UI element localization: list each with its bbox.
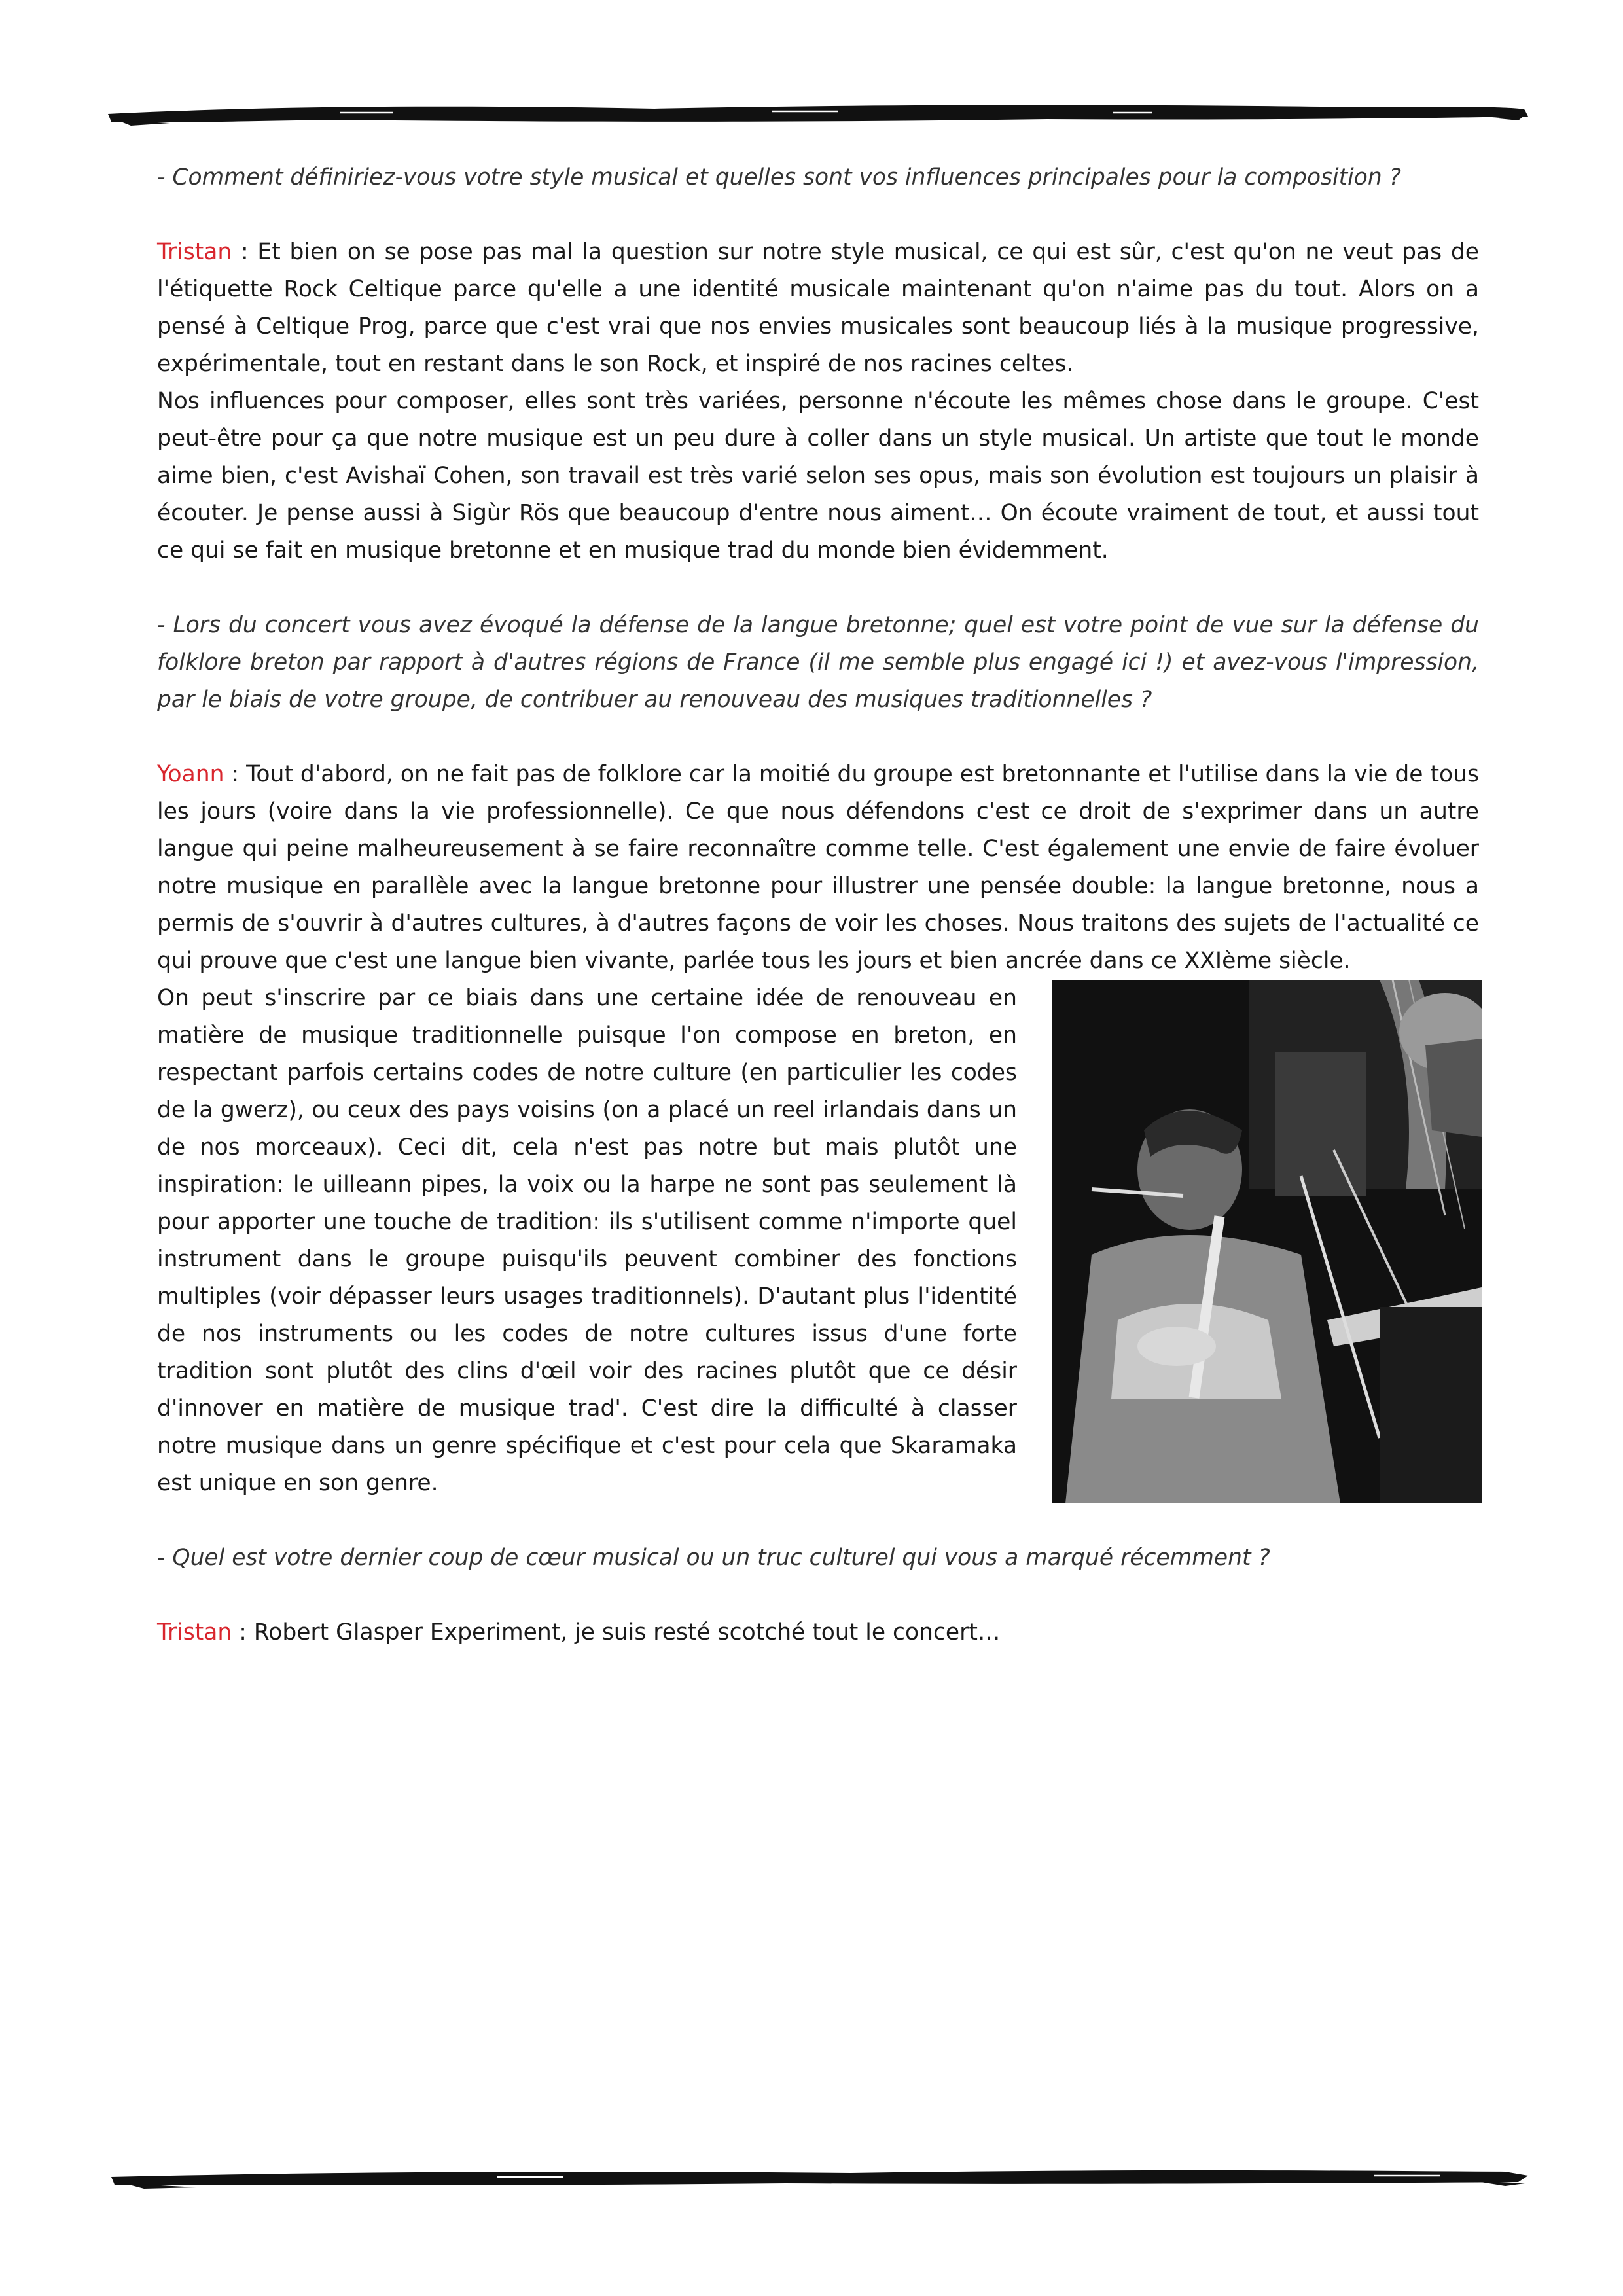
top-brush-divider [0, 98, 1623, 131]
question-2: - Lors du concert vous avez évoqué la défense de la langue bretonne; quel est votre point de vue sur la défense du folklore breton par rapport à d'autres régions de France (il me semble plus engagé ici !) et avez-vous l'impression, par le biais de votre groupe, de contribuer au renouveau des musiques traditionnelles ? [157, 612, 1479, 713]
bottom-brush-divider [0, 2162, 1623, 2195]
musician-photo [1052, 980, 1482, 1503]
answer-1-first-paragraph: Tristan : Et bien on se pose pas mal la question sur notre style musical, ce qui est sûr, c'est qu'on ne veut pas de l'étiquette Rock Celtique parce qu'elle a une identité musicale maintenant qu'on n'aime pas du tout. Alors on a pensé à Celtique Prog, parce que c'est vrai que nos envies musicales sont beaucoup liés à la musique progressive, expérimentale, tout en restant dans le son Rock, et inspiré de nos racines celtes. [157, 239, 1479, 377]
answer-3: Tristan : Robert Glasper Experiment, je suis resté scotché tout le concert… [157, 1619, 1001, 1645]
answer-2-first-paragraph: Yoann : Tout d'abord, on ne fait pas de folklore car la moitié du groupe est bretonnante et l'utilise dans la vie de tous les jours (voire dans la vie professionnelle). Ce que nous défendons c'est ce droit de s'exprimer dans un autre langue qui peine malheureusement à se faire reconnaître comme telle. C'est également une envie de faire évoluer notre musique en parallèle avec la langue bretonne pour illustrer une pensée double: la langue bretonne, nous a permis de s'ouvrir à d'autres cultures, à d'autres façons de voir les choses. Nous traitons des sujets de l'actualité ce qui prouve que c'est une langue bien vivante, parlée tous les jours et bien ancrée dans ce XXIème siècle. [157, 761, 1480, 974]
question-1: - Comment définiriez-vous votre style musical et quelles sont vos influences principales pour la composition ? [157, 164, 1401, 190]
speaker-yoann: Yoann [157, 761, 224, 787]
interview-body [157, 159, 1479, 1651]
answer-1-second-paragraph: Nos influences pour composer, elles sont très variées, personne n'écoute les mêmes chose dans le groupe. C'est peut-être pour ça que notre musique est un peu dure à coller dans un style musical. Un artiste que tout le monde aime bien, c'est Avishaï Cohen, son travail est très varié selon ses opus, mais son évolution est toujours un plaisir à écouter. Je pense aussi à Sigùr Rös que beaucoup d'entre nous aiment… On écoute vraiment de tout, et aussi tout ce qui se fait en musique bretonne et en musique trad du monde bien évidemment. [157, 388, 1479, 564]
speaker-tristan: Tristan [157, 239, 232, 265]
question-3: - Quel est votre dernier coup de cœur musical ou un truc culturel qui vous a marqué récemment ? [157, 1545, 1270, 1571]
answer-2-second-paragraph: On peut s'inscrire par ce biais dans une certaine idée de renouveau en matière de musique traditionnelle puisque l'on compose en breton, en respectant parfois certains codes de notre culture (en particulier les codes de la gwerz), ou ceux des pays voisins (on a placé un reel irlandais dans un de nos morceaux). Ceci dit, cela n'est pas notre but mais plutôt une inspiration: le uilleann pipes, la voix ou la harpe ne sont pas seulement là pour apporter une touche de tradition: ils s'utilisent comme n'importe quel instrument dans le groupe puisqu'ils peuvent combiner des fonctions multiples (voir dépasser leurs usages traditionnels). D'autant plus l'identité de nos instruments ou les codes de notre cultures issus d'une forte tradition sont plutôt des clins d'œil voir des racines plutôt que ce désir d'innover en matière de musique trad'. C'est dire la difficulté à classer notre musique dans un genre spécifique et c'est pour cela que Skaramaka est unique en son genre. [157, 985, 1017, 1496]
speaker-tristan: Tristan [157, 1619, 232, 1645]
